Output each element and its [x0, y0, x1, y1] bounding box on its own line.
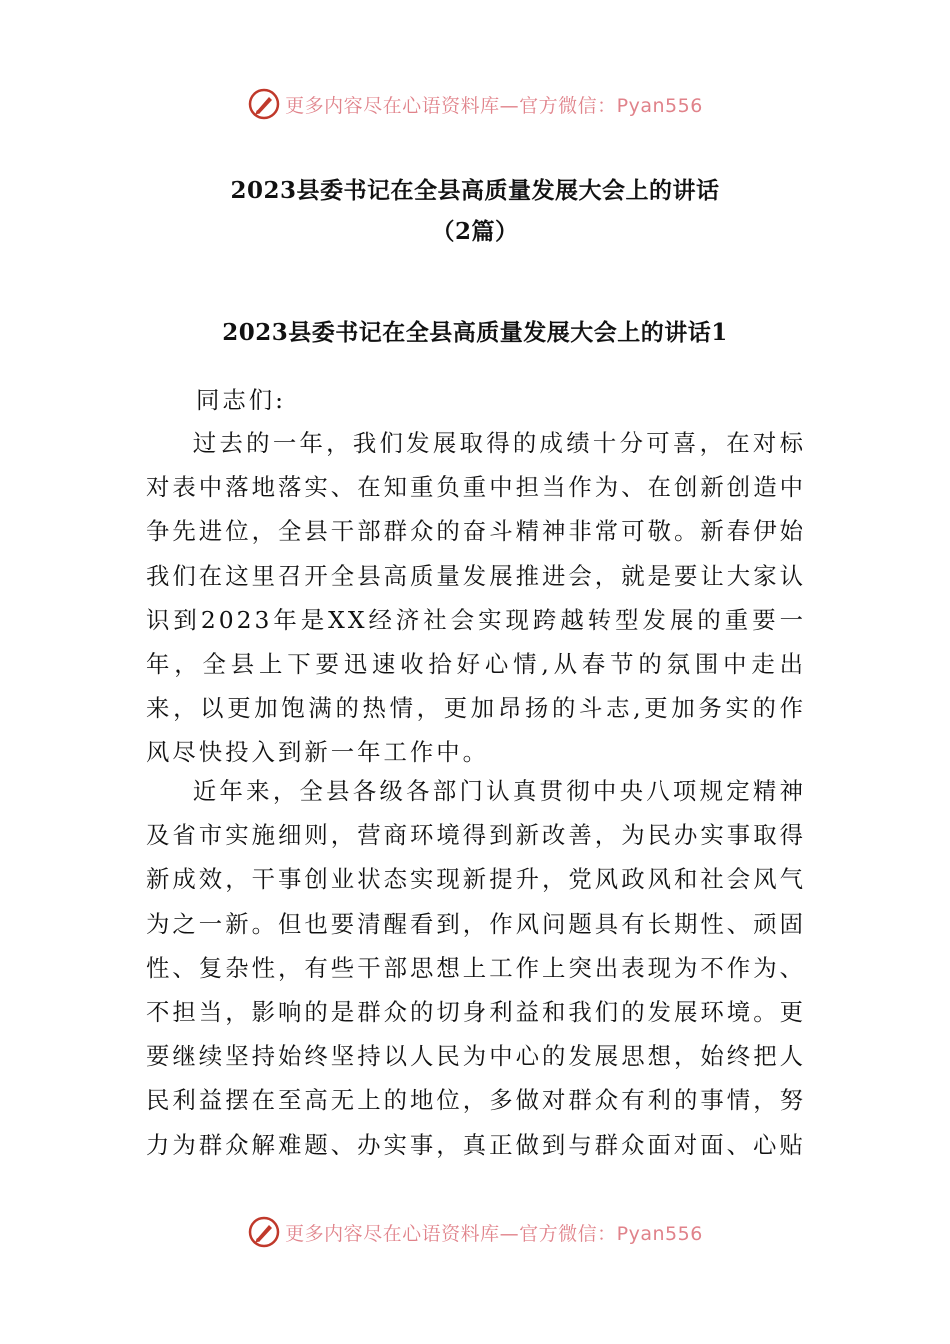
document-subtitle: （2篇） — [431, 218, 519, 245]
section-title: 2023县委书记在全县高质量发展大会上的讲话1 — [222, 319, 728, 346]
paragraph: 近年来，全县各级各部门认真贯彻中央八项规定精神及省市实施细则，营商环境得到新改善，为民办实事取得新成效，干事创业状态实现新提升，党风政风和社会风气为之一新。但也要清醒看到，作风问题具有长期性、顽固性、复杂性，有些干部思想上工作上突出表现为不作为、不担当，影响的是群众的切身利益和我们的发展环境。更要继续坚持始终坚持以人民为中心的发展思想，始终把人民利益摆在至高无上的地位，多做对群众有利的事情，努力为群众解难题、办实事，真正做到与群众面对面、心贴 — [146, 777, 806, 1159]
document-title: 2023县委书记在全县高质量发展大会上的讲话 — [230, 177, 720, 204]
paragraph: 过去的一年，我们发展取得的成绩十分可喜，在对标对表中落地落实、在知重负重中担当作为、在创新创造中争先进位，全县干部群众的奋斗精神非常可敬。新春伊始我们在这里召开全县高质量发展推进会，就是要让大家认识到2023年是XX经济社会实现跨越转型发展的重要一年，全县上下要迅速收拾好心情,从春节的氛围中走出来，以更加饱满的热情，更加昂扬的斗志,更加务实的作风尽快投入到新一年工作中。 — [146, 429, 806, 767]
salutation: 同志们: — [196, 386, 287, 414]
footer-watermark — [0, 1212, 950, 1252]
pen-logo-icon — [247, 1215, 281, 1249]
pen-logo-icon — [247, 87, 281, 121]
footer-watermark-text: 更多内容尽在心语资料库—官方微信：Pyan556 — [285, 1222, 703, 1245]
header-watermark — [0, 84, 950, 124]
header-watermark-text: 更多内容尽在心语资料库—官方微信：Pyan556 — [285, 94, 703, 117]
